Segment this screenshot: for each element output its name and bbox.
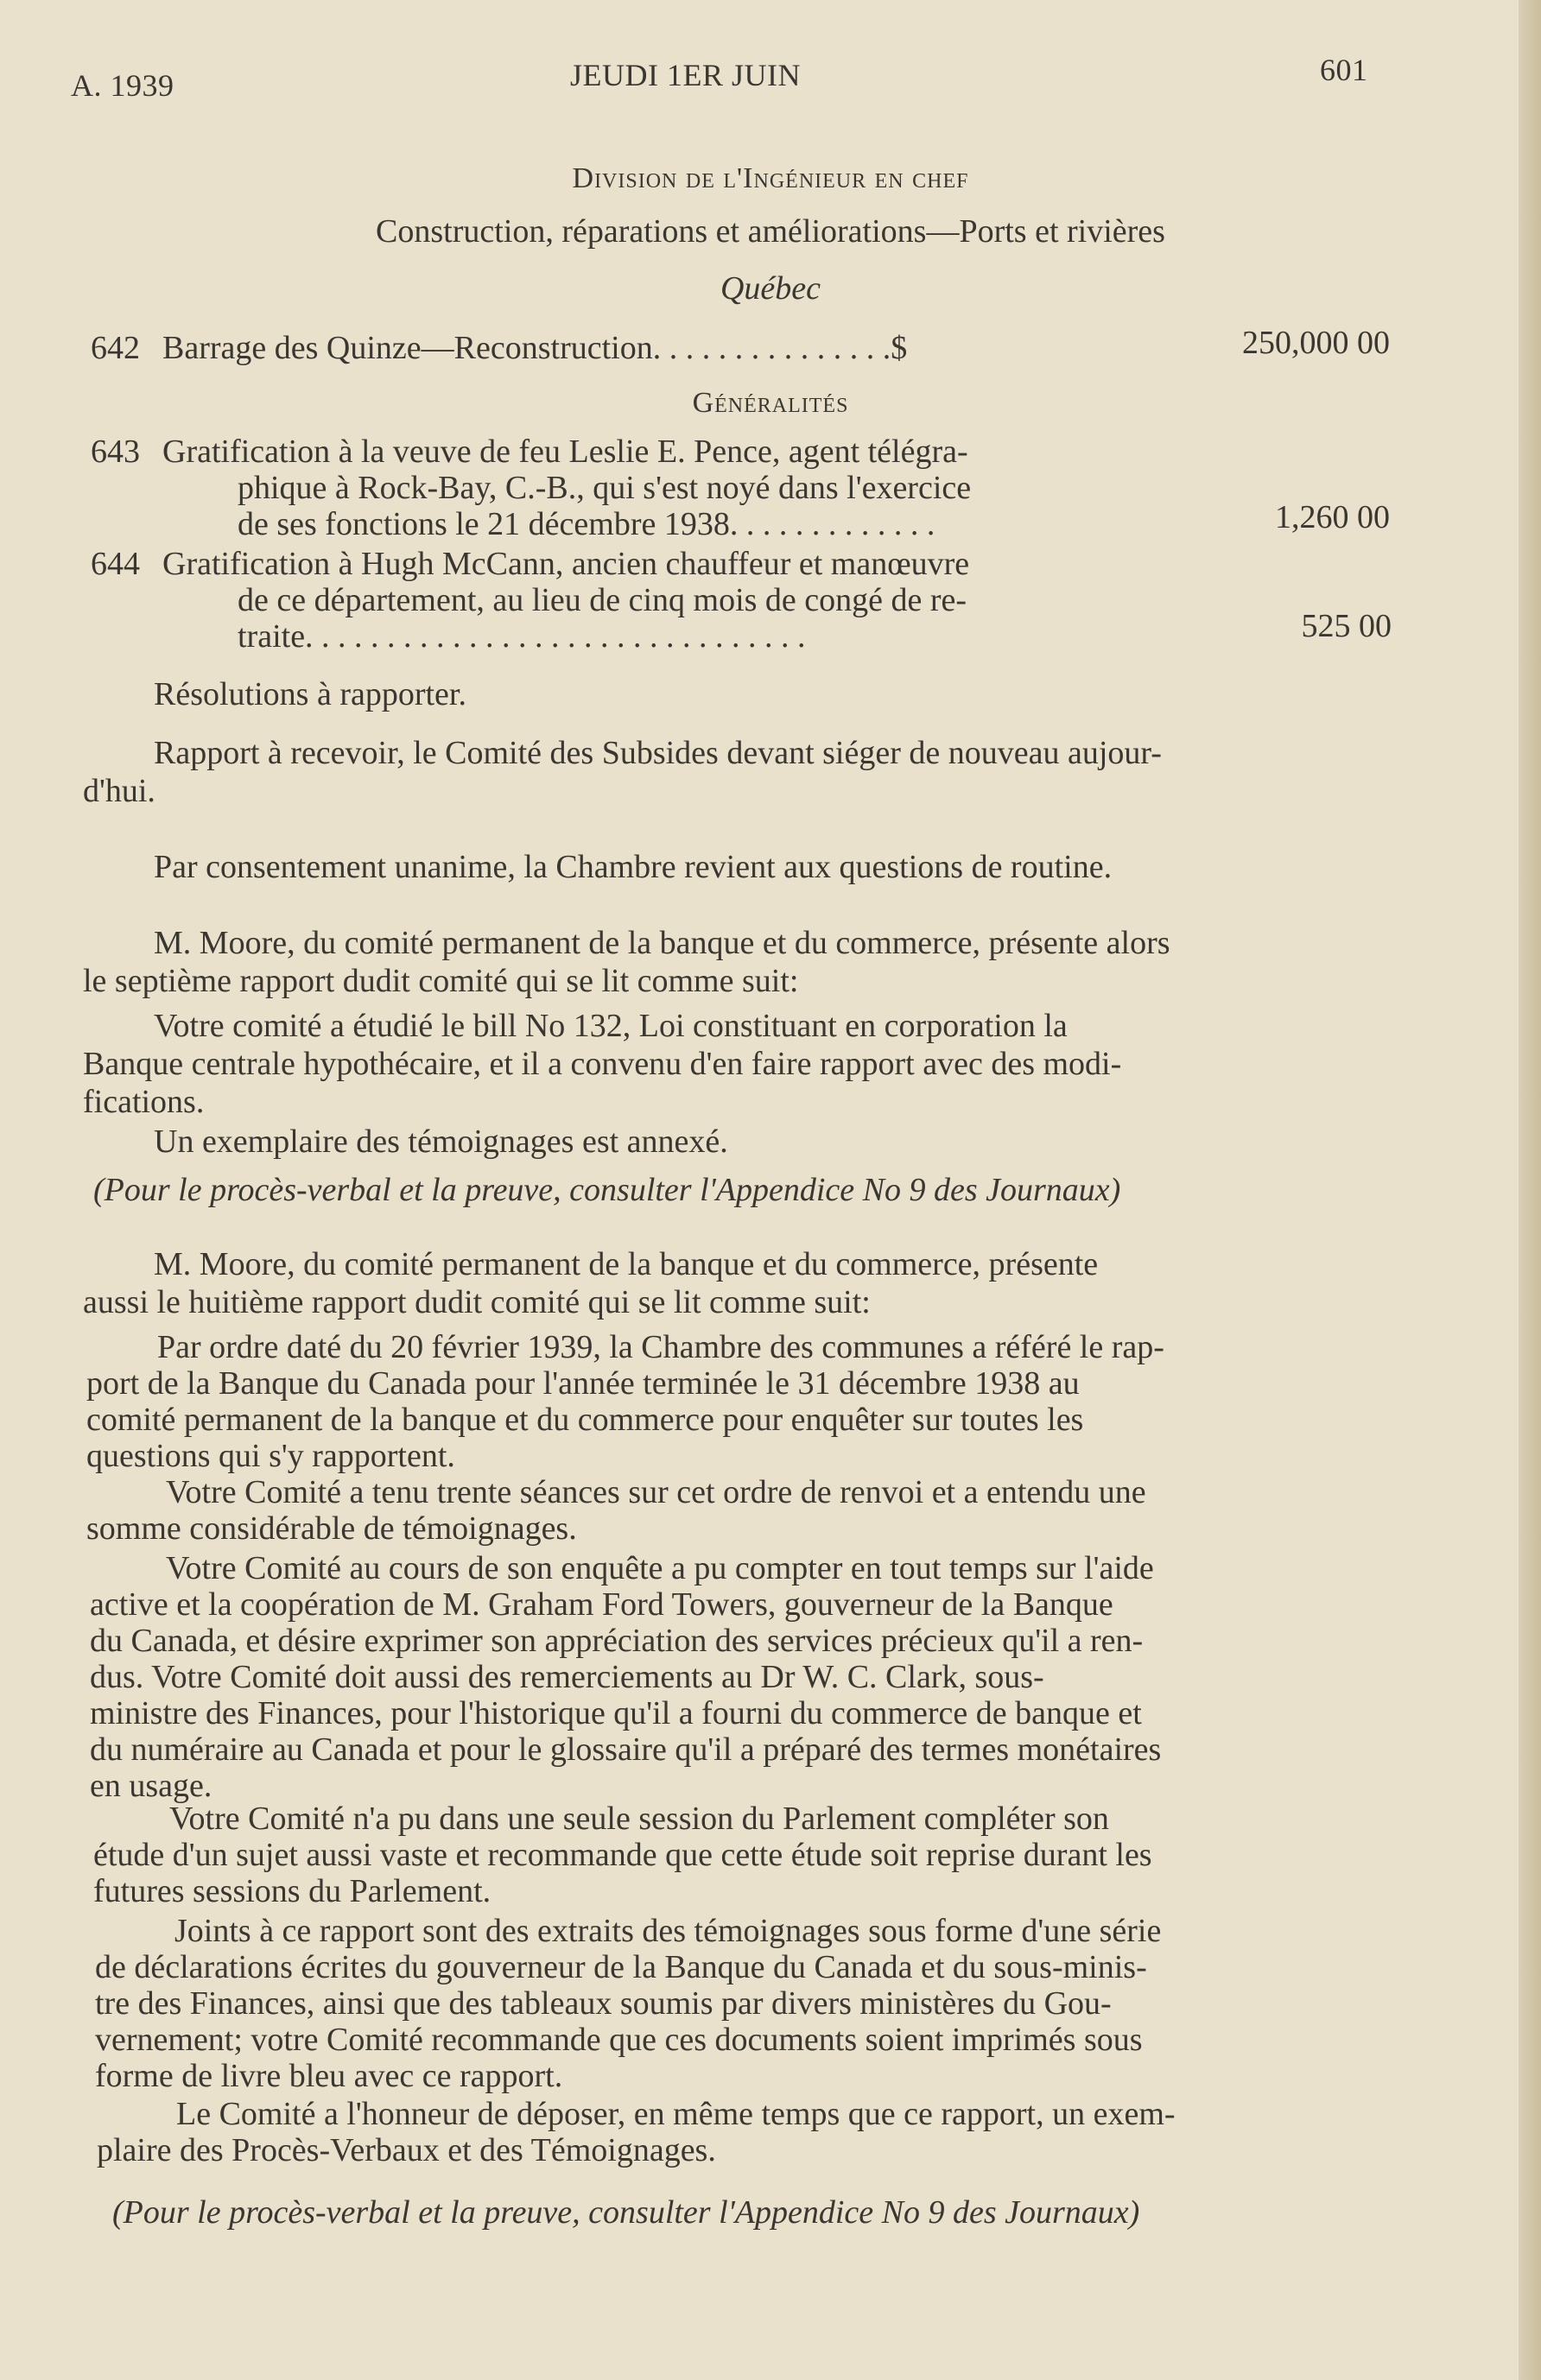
item-643: [91, 434, 1390, 546]
item-number: 644: [91, 546, 140, 582]
text-line: fications.: [83, 1084, 205, 1120]
text-line: port de la Banque du Canada pour l'année terminée le 31 décembre 1938 au: [86, 1365, 1080, 1402]
item-amount: 525 00: [1301, 608, 1392, 644]
item-line: phique à Rock-Bay, C.-B., qui s'est noyé dans l'exercice: [238, 470, 972, 506]
text-line: plaire des Procès-Verbaux et des Témoignages.: [97, 2132, 716, 2168]
text-line: comité permanent de la banque et du commerce pour enquêter sur toutes les: [86, 1402, 1084, 1438]
text-line: vernement; votre Comité recommande que ces documents soient imprimés sous: [95, 2022, 1143, 2058]
generalites-heading: Généralités: [692, 387, 849, 419]
paragraph-proces-verbal-1: (Pour le procès-verbal et la preuve, consulter l'Appendice No 9 des Journaux): [93, 1172, 1121, 1208]
paragraph-exemplaire: Un exemplaire des témoignages est annexé.: [154, 1124, 728, 1160]
text-line: Par ordre daté du 20 février 1939, la Chambre des communes a référé le rap-: [157, 1329, 1164, 1365]
item-644: [91, 546, 1392, 658]
text-line: forme de livre bleu avec ce rapport.: [95, 2058, 563, 2094]
text-line: aussi le huitième rapport dudit comité qui se lit comme suit:: [83, 1284, 871, 1320]
item-amount: 250,000 00: [1242, 325, 1390, 361]
text-line: M. Moore, du comité permanent de la banque et du commerce, présente alors: [154, 925, 1170, 961]
item-text: Barrage des Quinze—Reconstruction. . . . . . . . . . . . . . .$: [162, 330, 908, 366]
text-line: en usage.: [90, 1768, 212, 1804]
text-line: de déclarations écrites du gouverneur de la Banque du Canada et du sous-minis-: [95, 1949, 1147, 1985]
text-line: Le Comité a l'honneur de déposer, en même temps que ce rapport, un exem-: [176, 2096, 1176, 2132]
text-line: futures sessions du Parlement.: [93, 1873, 491, 1909]
text-line: ministre des Finances, pour l'historique qu'il a fourni du commerce de banque et: [90, 1695, 1142, 1731]
header-date: JEUDI 1ER JUIN: [570, 58, 801, 92]
text-line: tre des Finances, ainsi que des tableaux soumis par divers ministères du Gou-: [95, 1985, 1112, 2022]
item-amount: 1,260 00: [1275, 499, 1390, 535]
text-line: du Canada, et désire exprimer son appréciation des services précieux qu'il a ren-: [90, 1623, 1144, 1659]
item-line: Gratification à la veuve de feu Leslie E. Pence, agent télégra-: [162, 434, 968, 470]
text-line: Votre Comité au cours de son enquête a pu compter en tout temps sur l'aide: [166, 1550, 1154, 1586]
paragraph-proces-verbal-2: (Pour le procès-verbal et la preuve, consulter l'Appendice No 9 des Journaux): [112, 2194, 1140, 2231]
header-year: A. 1939: [71, 68, 174, 103]
text-line: Votre Comité n'a pu dans une seule session du Parlement compléter son: [169, 1801, 1109, 1837]
text-line: M. Moore, du comité permanent de la banque et du commerce, présente: [154, 1246, 1099, 1282]
section-title: Construction, réparations et améliorations—Ports et rivières: [376, 213, 1165, 250]
item-number: 642: [91, 330, 140, 366]
text-line: Votre Comité a tenu trente séances sur cet ordre de renvoi et a entendu une: [166, 1474, 1146, 1510]
text-line: Rapport à recevoir, le Comité des Subsides devant siéger de nouveau aujour-: [154, 735, 1162, 771]
paragraph-consentement: Par consentement unanime, la Chambre revient aux questions de routine.: [154, 849, 1113, 885]
item-line: Gratification à Hugh McCann, ancien chauffeur et manœuvre: [162, 546, 970, 582]
text-line: étude d'un sujet aussi vaste et recommande que cette étude soit reprise durant les: [93, 1837, 1152, 1873]
item-line: traite. . . . . . . . . . . . . . . . . . . . . . . . . . . . . . .: [238, 618, 806, 655]
resolutions-line: Résolutions à rapporter.: [154, 676, 466, 712]
text-line: Joints à ce rapport sont des extraits des témoignages sous forme d'une série: [174, 1913, 1162, 1949]
item-642: [91, 325, 1390, 368]
text-line: dus. Votre Comité doit aussi des remerciements au Dr W. C. Clark, sous-: [90, 1659, 1044, 1695]
text-line: Banque centrale hypothécaire, et il a convenu d'en faire rapport avec des modi-: [83, 1046, 1122, 1082]
text-line: somme considérable de témoignages.: [86, 1510, 577, 1547]
item-line: de ce département, au lieu de cinq mois de congé de re-: [238, 582, 967, 618]
text-line: du numéraire au Canada et pour le glossaire qu'il a préparé des termes monétaires: [90, 1731, 1162, 1768]
division-title: Division de l'Ingénieur en chef: [572, 162, 969, 194]
text-line: le septième rapport dudit comité qui se lit comme suit:: [83, 963, 799, 999]
item-number: 643: [91, 434, 140, 470]
text-line: active et la coopération de M. Graham Ford Towers, gouverneur de la Banque: [90, 1586, 1113, 1623]
text-line: Votre comité a étudié le bill No 132, Loi constituant en corporation la: [154, 1008, 1068, 1044]
province-heading: Québec: [720, 270, 821, 307]
text-line: questions qui s'y rapportent.: [86, 1438, 455, 1474]
item-line: de ses fonctions le 21 décembre 1938. . . . . . . . . . . . .: [238, 506, 935, 542]
header-page-number: 601: [1320, 53, 1368, 87]
text-line: d'hui.: [83, 773, 155, 809]
